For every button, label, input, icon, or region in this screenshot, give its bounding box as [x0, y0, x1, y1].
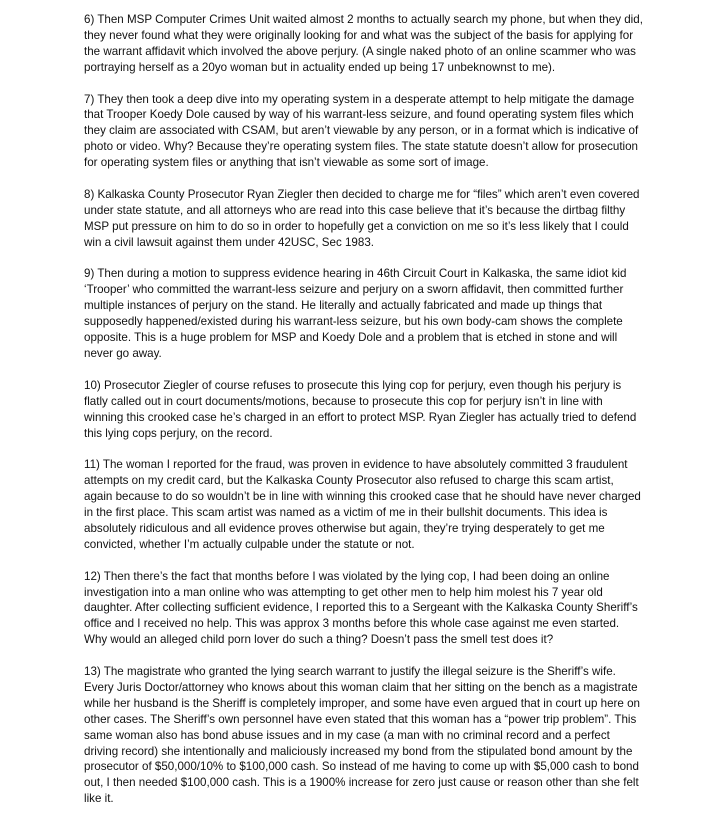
paragraph-10: 10) Prosecutor Ziegler of course refuses to prosecute this lying cop for perjury, even though his perjury is flatly called out in court documents/motions, because to prosecute this cop for perjury isn’t in line with winning this crooked case he’s charged in an effort to protect MSP. Ryan Ziegler has actually tried to defend this lying cops perjury, on the record. — [84, 378, 637, 440]
paragraph-7: 7) They then took a deep dive into my operating system in a desperate attempt to help mitigate the damage that Trooper Koedy Dole caused by way of his warrant-less seizure, and found operating system files which they claim are associated with CSAM, but aren’t viewable by any person, or in a format which is indicative of photo or video. Why? Because they’re operating system files. The state statute doesn’t allow for prosecution for operating system files or anything that isn’t viewable as some sort of image. — [84, 92, 639, 170]
paragraph-6: 6) Then MSP Computer Crimes Unit waited almost 2 months to actually search my phone, but when they did, they never found what they were originally looking for and what was the subject of the basis for applying for the warrant affidavit which involved the above perjury. (A single naked photo of an online scammer who was portraying herself as a 20yo woman but in actuality ended up being 17 unbeknownst to me). — [84, 13, 643, 74]
paragraph-11: 11) The woman I reported for the fraud, was proven in evidence to have absolutely committed 3 fraudulent attempts on my credit card, but the Kalkaska County Prosecutor also refused to charge this scam artist, again because to do so wouldn’t be in line with winning this crooked case that he should have never charged in the first place. This scam artist was named as a victim of me in their bullshit documents. This idea is absolutely ridiculous and all evidence proves otherwise but again, they’re trying desperately to get me convicted, whether I’m actually culpable under the statute or not. — [84, 458, 641, 551]
document-page — [84, 12, 644, 823]
paragraph-13: 13) The magistrate who granted the lying search warrant to justify the illegal seizure is the Sheriff’s wife. Every Juris Doctor/attorney who knows about this woman claim that her sitting on the bench as a magistrate while her husband is the Sheriff is completely improper, and some have even argued that in court up here on other cases. The Sheriff’s own personnel have even stated that this woman has a “power trip problem”. This same woman also has bond abuse issues and in my case (a man with no criminal record and a perfect driving record) she intentionally and maliciously increased my bond from the stipulated bond amount by the prosecutor of $50,000/10% to $100,000 cash. So instead of me having to come up with $5,000 cash to bond out, I then needed $100,000 cash. This is a 1900% increase for zero just cause or reason other than she felt like it. — [84, 665, 640, 806]
paragraph-12: 12) Then there’s the fact that months before I was violated by the lying cop, I had been doing an online investigation into a man online who was attempting to get other men to help him molest his 7 year old daughter. After collecting sufficient evidence, I reported this to a Sergeant with the Kalkaska County Sheriff’s office and I received no help. This was approx 3 months before this whole case against me even started. Why would an alleged child porn lover do such a thing? Doesn’t pass the smell test does it? — [84, 569, 638, 647]
paragraph-8: 8) Kalkaska County Prosecutor Ryan Ziegler then decided to charge me for “files” which aren’t even covered under state statute, and all attorneys who are read into this case believe that it’s because the dirtbag filthy MSP put pressure on him to do so in order to hopefully get a conviction on me so it’s less likely that I could win a civil lawsuit against them under 42USC, Sec 1983. — [84, 187, 640, 249]
paragraph-9: 9) Then during a motion to suppress evidence hearing in 46th Circuit Court in Kalkaska, the same idiot kid ‘Trooper’ who committed the warrant-less seizure and perjury on a sworn affidavit, then committed further multiple instances of perjury on the stand. He literally and actually fabricated and made up things that supposedly happened/existed during his warrant-less seizure, but his own body-cam shows the complete opposite. This is a huge problem for MSP and Koedy Dole and a problem that is etched in stone and will never go away. — [84, 267, 627, 360]
